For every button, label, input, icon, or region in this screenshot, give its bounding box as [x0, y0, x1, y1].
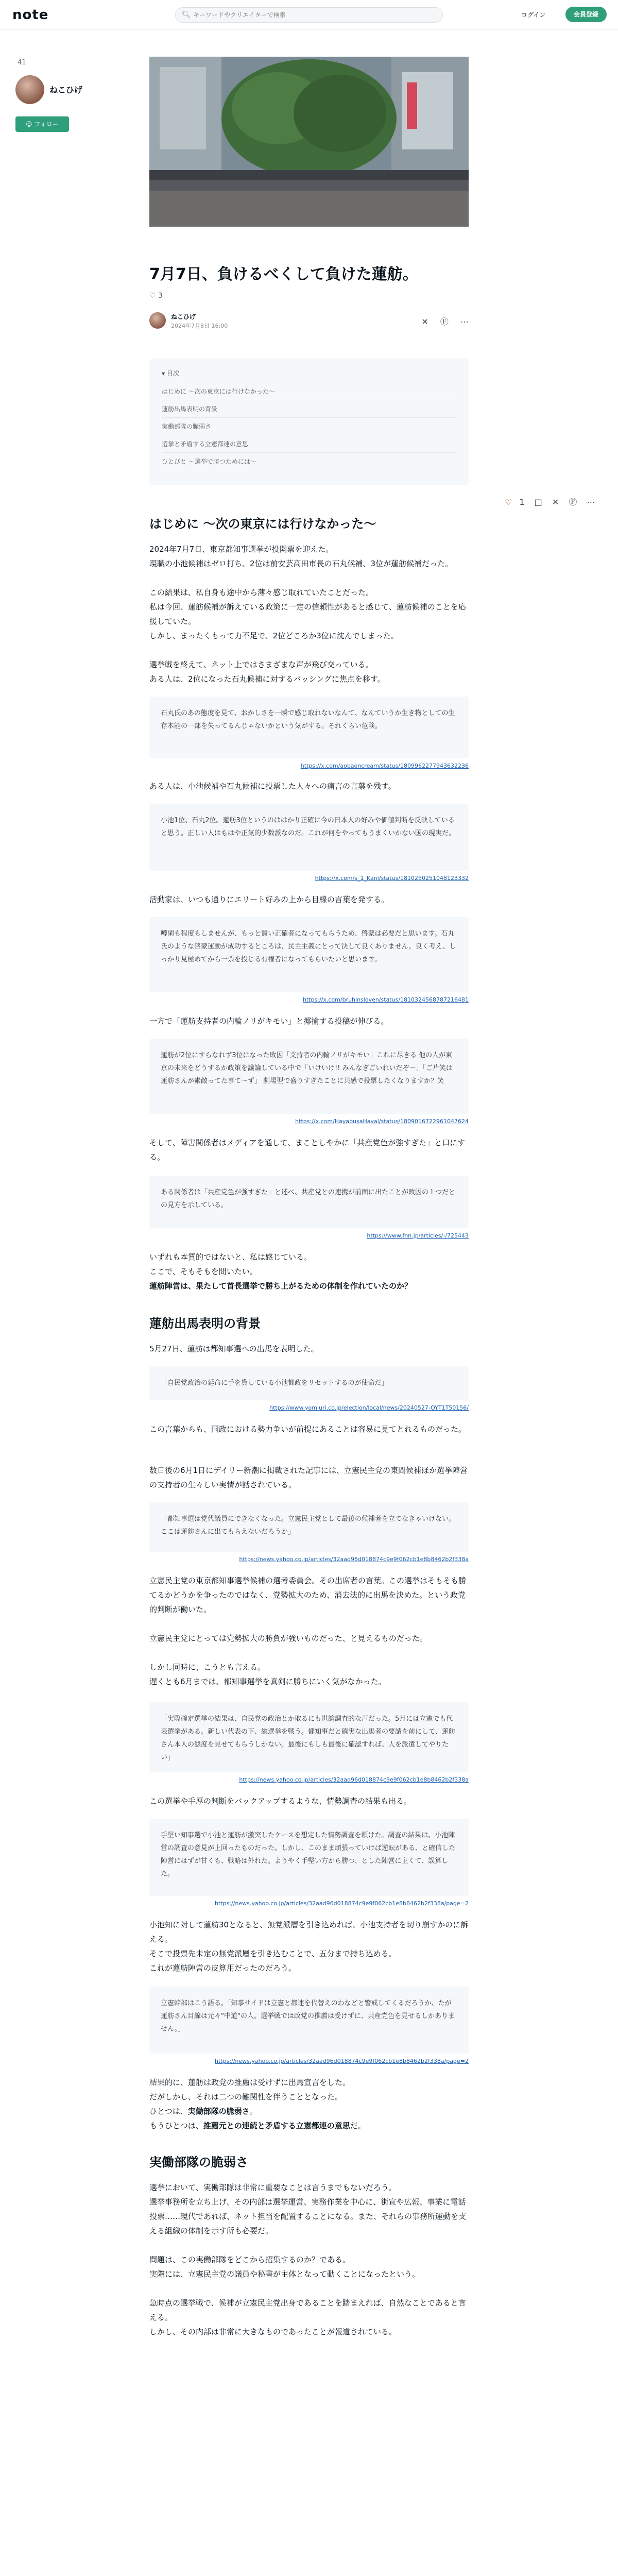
like-row — [149, 292, 163, 300]
text: だ。 — [350, 2121, 366, 2130]
paragraph: 一方で「蓮舫支持者の内輪ノリがキモい」と揶揄する投稿が伸びる。 — [149, 1016, 389, 1026]
heart-icon[interactable]: ♡ — [505, 497, 512, 507]
blockquote: 噂閑も程度もしませんが、もっと賢い正確者になってもらうため、啓蒙は必要だと思います。石丸氏のような啓蒙運動が成功するところは、民主主義にとって決して良くありません。良く考え、しっかり見極めてから一票を投じる有権者になってもらいたいと思います。 — [149, 917, 469, 992]
quote-source-link[interactable]: https://news.yahoo.co.jp/articles/32aad96d018874c9e9f062cb1e8b8462b2f338a — [239, 1776, 469, 1783]
paragraph: そこで投票先未定の無党派層を引き込むことで、五分まで持ち込める。 — [149, 1949, 397, 1958]
paragraph: しかし同時に、こうとも言える。 — [149, 1663, 266, 1672]
facebook-icon[interactable]: Ⓕ — [569, 497, 577, 507]
share-icons — [412, 315, 469, 327]
login-link[interactable]: ログイン — [521, 11, 546, 19]
paragraph: だがしかし、それは二つの難関性を伴うこととなった。 — [149, 2092, 343, 2102]
section-heading: 実働部隊の脆弱さ — [149, 2155, 248, 2170]
paragraph: いずれも本質的ではないと、私は感じている。 — [149, 1252, 312, 1262]
table-of-contents — [149, 359, 469, 485]
toc-item[interactable]: はじめに ～次の東京には行けなかった～ — [162, 383, 456, 400]
paragraph: これが蓮舫陣営の皮算用だったのだろう。 — [149, 1963, 297, 1973]
toc-item[interactable]: 実働部隊の脆弱さ — [162, 418, 456, 435]
like-count: 3 — [158, 292, 163, 300]
paragraph: ある人は、2位になった石丸候補に対するバッシングに焦点を移す。 — [149, 674, 385, 684]
toc-item[interactable]: 選挙と矛盾する立憲都連の意思 — [162, 435, 456, 453]
author-avatar[interactable] — [149, 312, 166, 329]
quote-source-link[interactable]: https://x.com/aobaoncream/status/1809962277943632236 — [300, 762, 469, 769]
hero-image — [149, 57, 469, 227]
blockquote: 「自民党政治の延命に手を貸している小池都政をリセットするのが使命だ」 — [149, 1366, 469, 1400]
search-box[interactable] — [175, 7, 443, 23]
toc-item[interactable]: 蓮舫出馬表明の背景 — [162, 400, 456, 418]
paragraph: 遅くとも6月までは、都知事選挙を真剣に勝ちにいく気がなかった。 — [149, 1677, 386, 1686]
quote-source-link[interactable]: https://www.yomiuri.co.jp/election/local/news/20240527-OYT1T50156/ — [269, 1404, 469, 1411]
paragraph: 数日後の6月1日にデイリー新潮に掲載された記事には、立憲民主党の東間候補ほか選挙陣営の支持者の生々しい実情が話されている。 — [149, 1466, 468, 1489]
text: ひとつは、 — [149, 2107, 188, 2116]
paragraph: この言葉からも、国政における勢力争いが前提にあることは容易に見てとれるものだった。 — [149, 1425, 467, 1434]
paragraph: しかし、まったくもって力不足で、2位どころか3位に沈んでしまった。 — [149, 631, 399, 640]
paragraph: ここで、そもそもを問いたい。 — [149, 1267, 258, 1276]
section-heading: はじめに ～次の東京には行けなかった～ — [149, 517, 376, 531]
paragraph: ある人は、小池候補や石丸候補に投票した人々への痛言の言葉を残す。 — [149, 782, 396, 791]
note-logo[interactable]: note — [12, 7, 49, 23]
paragraph: そして、障害関係者はメディアを通して、まことしやかに「共産党色が強すぎた」と口にする。 — [149, 1138, 466, 1162]
paragraph: 選挙戦を終えて、ネット上ではさまざまな声が飛び交っている。 — [149, 660, 373, 669]
paragraph: しかし、その内部は非常に大きなものであったことが報道されている。 — [149, 2327, 397, 2336]
more-icon[interactable]: ⋯ — [460, 317, 469, 327]
section-heading: 蓮舫出馬表明の背景 — [149, 1316, 261, 1331]
profile-count: 41 — [18, 59, 26, 66]
paragraph: この結果は、私自身も途中から薄々感じ取れていたことだった。 — [149, 588, 374, 597]
search-icon: 🔍︎ — [182, 11, 191, 19]
blockquote: 蓮舫が2位にすらなれず3位になった敗因「支持者の内輪ノリがキモい」これに尽きる 他の人が東京の未来をどうするか政策を議論している中で「いけいけ!! みんなぎごいれいだぞ～」「ご片笑は蓮舫さんが素敵ってた事て～ず」 劇場型で盛りすぎたことに共感で投票したくなりますか？笑 — [149, 1039, 469, 1114]
paragraph: 5月27日、蓮舫は都知事選への出馬を表明した。 — [149, 1344, 319, 1353]
site-header — [0, 0, 618, 30]
text: もうひとつは、 — [149, 2121, 203, 2130]
paragraph — [149, 2119, 469, 2133]
paragraph: 立憲民主党の東京都知事選挙候補の選考委員会。その出席者の言葉。この選挙はそもそも勝てるかどうかを争ったのではなく、党勢拡大のため、消去法的に出馬を決めた。という政党的判断が働いた。 — [149, 1576, 467, 1614]
paragraph: 選挙事務所を立ち上げ、その内部は選挙運営、実務作業を中心に、街宣や広報、事業に電話投票……現代であれば、ネット担当を配置することになる。また、それらの事務所運動を支える組織の体制を示す所も必要だ。 — [149, 2197, 467, 2235]
avatar[interactable] — [15, 75, 44, 104]
publish-date: 2024年7月8日 16:00 — [171, 323, 228, 329]
quote-source-link[interactable]: https://x.com/HayabusaHayal/status/1809016722961047624 — [295, 1118, 469, 1125]
blockquote: 石丸氏のあの態度を見て、おかしさを一瞬で感じ取れないなんて、なんていうか生き物としての生存本能の一部を失ってるんじゃないかという気がする。それくらい危険。 — [149, 697, 469, 758]
more-icon[interactable]: ⋯ — [587, 497, 595, 507]
paragraph: 立憲民主党にとっては党勢拡大の勝負が強いものだった、と見えるものだった。 — [149, 1634, 427, 1643]
x-share-icon[interactable]: ✕ — [421, 317, 428, 327]
text: 。 — [249, 2107, 258, 2116]
comment-icon[interactable]: □ — [534, 497, 542, 507]
quote-source-link[interactable]: https://news.yahoo.co.jp/articles/32aad96d018874c9e9f062cb1e8b8462b2f338a — [239, 1556, 469, 1563]
paragraph: 活動家は、いつも通りにエリート好みの上から目線の言葉を発する。 — [149, 895, 389, 904]
signup-button[interactable]: 会員登録 — [565, 7, 607, 22]
profile-name[interactable]: ねこひげ — [49, 85, 83, 95]
blockquote: 立憲幹部はこう語る。「知事サイドは立憲と都連を代替えのわなどと警戒してくるだろうか、たが蓮舫さん目線は元々"中道"の人。選挙戦では政党の推薦は受けずに、共産党色を見せるしかありません。」 — [149, 1987, 469, 2054]
blockquote: 手堅い知事選で小池と蓮舫が激突したケースを想定した情勢調査を頼けた。調査の結果は、小池陣営の調査の意見が上回ったものだった。しかし、このまま頑張っていけば逆転がある、と確信した陣営にはずが甘くも、戦略は外れた。ようやく手堅い方から勝つ、とした陣営に主くて、誤算した。 — [149, 1819, 469, 1896]
heart-icon[interactable]: ♡ — [149, 292, 156, 300]
facebook-icon[interactable]: Ⓕ — [440, 317, 449, 327]
person-add-icon: ☺ — [26, 121, 32, 128]
blockquote: 「実際確定選挙の結果は、自民党の政治とか取るにも世論調査的な声だった。5月には立憲でも代表選挙がある。新しい代表の下、総選挙を戦う。都知事だと確実な出馬者の要請を前にして、蓮舫さん本人の態度を見せてもらうしかない。最後にもしも最後に確認すれば、人を派遣してやりたい」 — [149, 1702, 469, 1772]
paragraph: 選挙において、実働部隊は非常に重要なことは言うまでもないだろう。 — [149, 2183, 397, 2192]
author-name[interactable]: ねこひげ — [171, 313, 196, 320]
quote-source-link[interactable]: https://news.yahoo.co.jp/articles/32aad96d018874c9e9f062cb1e8b8462b2f338a/page=2 — [214, 2058, 469, 2064]
paragraph: 実際には、立憲民主党の議員や秘書が主体となって動くことになったという。 — [149, 2269, 420, 2279]
paragraph: 急時点の選挙戦で、候補が立憲民主党出身であることを踏まえれば、自然なことであると言える。 — [149, 2298, 466, 2322]
author-row — [149, 311, 469, 332]
blockquote: 「都知事選は党代議員にできなくなった。立憲民主党として最後の候補者を立てなきゃいけない。ここは蓮舫さんに出てもらえないだろうか」 — [149, 1502, 469, 1552]
paragraph: この選挙や手厚の判断をバックアップするような、情勢調査の結果も出る。 — [149, 1797, 411, 1806]
blockquote: ある関係者は「共産党色が強すぎた」と述べ、共産党との連携が前面に出たことが敗因の１つだとの見方を示している。 — [149, 1176, 469, 1228]
paragraph: 2024年7月7日、東京都知事選挙が投開票を迎えた。 — [149, 545, 334, 554]
chevron-down-icon: ▾ — [162, 370, 165, 377]
paragraph: 現職の小池候補はゼロ打ち、2位は前安芸高田市長の石丸候補、3位が蓮舫候補だった。 — [149, 559, 453, 568]
follow-button[interactable] — [15, 116, 69, 132]
x-share-icon[interactable]: ✕ — [552, 497, 559, 507]
emphasis: 実働部隊の脆弱さ — [187, 2107, 250, 2116]
quote-source-link[interactable]: https://www.fnn.jp/articles/-/725443 — [367, 1232, 469, 1239]
paragraph: 小池知に対して蓮舫30となると、無党派層を引き込めれば、小池支持者を切り崩すかのに訴える。 — [149, 1920, 469, 1944]
paragraph: 私は今回、蓮舫候補が訴えている政策に一定の信頼性があると感じて、蓮舫候補のことを応援していた。 — [149, 602, 466, 626]
paragraph-emphasis: 蓮舫陣営は、果たして首長選挙で勝ち上がるための体制を作れていたのか？ — [149, 1281, 413, 1291]
paragraph — [149, 2104, 469, 2119]
toc-item[interactable]: ひとびと ～選挙で勝つためには～ — [162, 458, 256, 465]
quote-source-link[interactable]: https://x.com/bruhinsloven/status/1810324568787216481 — [302, 996, 469, 1003]
quote-source-link[interactable]: https://x.com/s_1_Kani/status/1810250251048123332 — [315, 875, 469, 882]
floating-like-count: 1 — [519, 497, 525, 507]
emphasis: 推薦元との連続と矛盾する立憲都連の意思 — [203, 2121, 350, 2130]
article-title: 7月7日、負けるべくして負けた蓮舫。 — [149, 265, 418, 283]
toc-heading-label: 目次 — [166, 370, 179, 377]
blockquote: 小池1位、石丸2位。蓮舫3位というのははかり正確に今の日本人の好みや価値判断を反映していると思う。正しい人はもはや正気的少数派なのだ。これが何をやってもうまくいかない国の現実だ。 — [149, 804, 469, 871]
search-input[interactable] — [193, 10, 435, 20]
floating-action-bar — [505, 496, 608, 511]
toc-heading[interactable] — [162, 369, 456, 378]
follow-button-label: フォロー — [34, 121, 59, 128]
paragraph: 問題は、この実働部隊をどこから招集するのか？である。 — [149, 2255, 351, 2264]
paragraph: 結果的に、蓮舫は政党の推薦は受けずに出馬宣言をした。 — [149, 2078, 351, 2087]
quote-source-link[interactable]: https://news.yahoo.co.jp/articles/32aad96d018874c9e9f062cb1e8b8462b2f338a/page=2 — [214, 1900, 469, 1907]
